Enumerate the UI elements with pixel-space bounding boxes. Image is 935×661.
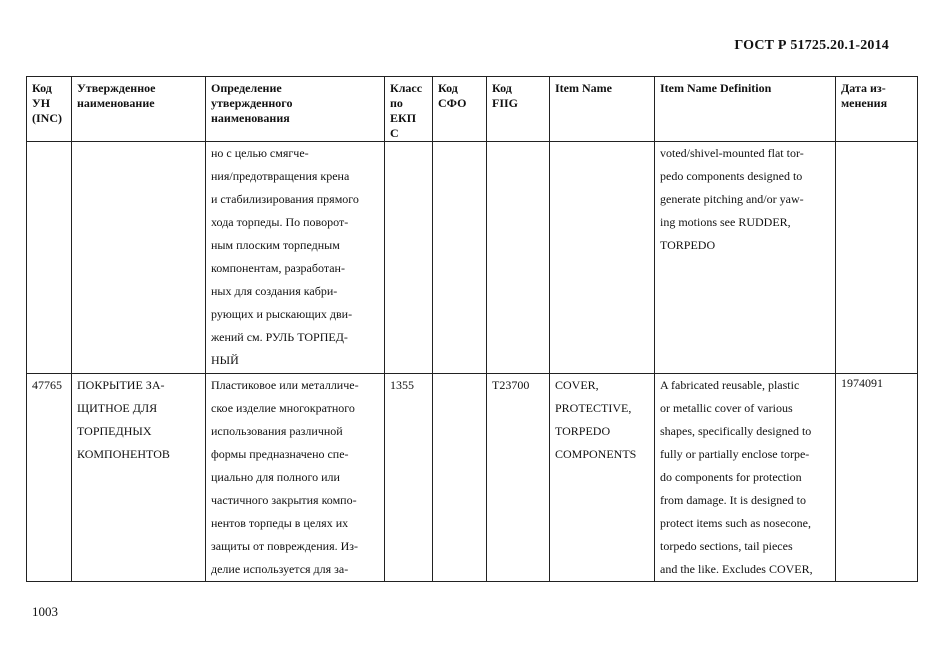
column-header-sfo: Код СФО [433,77,487,142]
cell-change-date [836,142,918,374]
cell-item-name: COVER, PROTECTIVE, TORPEDO COMPONENTS [550,374,655,582]
table-header-row [27,77,918,142]
cell-class: 1355 [385,374,433,582]
column-header-item-definition: Item Name Definition [655,77,836,142]
nomenclature-table [26,76,918,582]
cell-item-definition: A fabricated reusable, plastic or metallic cover of various shapes, specifically designed to fully or partially enclose torpe- do components for protection from damage. It is designed to protect items such as nosecone, torpedo sections, tail pieces and the like. Excludes COVER, [655,374,836,582]
cell-item-definition: voted/shivel-mounted flat tor- pedo components designed to generate pitching and/or yaw- ing motions see RUDDER, TORPEDO [655,142,836,374]
table-row [27,374,918,582]
cell-inc: 47765 [27,374,72,582]
cell-approved-name: ПОКРЫТИЕ ЗА- ЩИТНОЕ ДЛЯ ТОРПЕДНЫХ КОМПОНЕНТОВ [72,374,206,582]
column-header-definition: Определение утвержденного наименования [206,77,385,142]
cell-fiig: T23700 [487,374,550,582]
page-number: 1003 [32,604,58,619]
cell-fiig [487,142,550,374]
cell-inc [27,142,72,374]
table-row [27,142,918,374]
column-header-fiig: Код FIIG [487,77,550,142]
column-header-approved-name: Утвержденное наименование [72,77,206,142]
cell-definition: но с целью смягче- ния/предотвращения крена и стабилизирования прямого хода торпеды. По поворот- ным плоским торпедным компонентам, разработан- ных для создания кабри- рующих и рыскающих дви- жений см. РУЛЬ ТОРПЕД- НЫЙ [206,142,385,374]
cell-approved-name [72,142,206,374]
cell-sfo [433,142,487,374]
cell-change-date: 1974091 [836,374,918,582]
column-header-item-name: Item Name [550,77,655,142]
column-header-change-date: Дата из- менения [836,77,918,142]
cell-sfo [433,374,487,582]
column-header-class: Класс по ЕКП С [385,77,433,142]
cell-class [385,142,433,374]
cell-item-name [550,142,655,374]
column-header-inc: Код УН (INC) [27,77,72,142]
cell-definition: Пластиковое или металличе- ское изделие многократного использования различной формы предназначено спе- циально для полного или частичного закрытия компо- нентов торпеды в целях их защиты от повреждения. Из- делие используется для за- [206,374,385,582]
document-standard-header: ГОСТ Р 51725.20.1-2014 [734,38,889,53]
